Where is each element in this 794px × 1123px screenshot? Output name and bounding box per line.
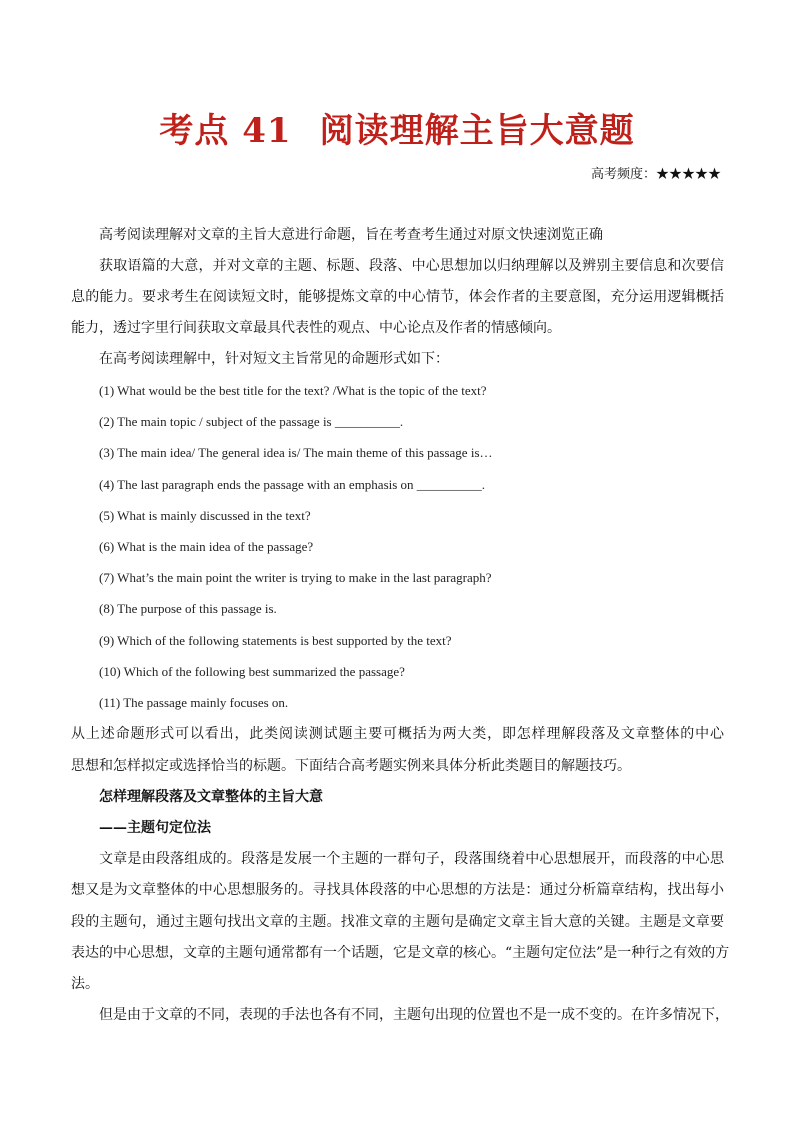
question-item: (5) What is mainly discussed in the text? [99, 508, 311, 523]
section-body-line-5: 法。 [71, 976, 99, 992]
section-body-line-1: 文章是由段落组成的。段落是发展一个主题的一群句子，段落围绕着中心思想展开，而段落的中心思 [99, 851, 724, 867]
intro-line-2: 获取语篇的大意，并对文章的主题、标题、段落、中心思想加以归纳理解以及辨别主要信息和次要信 [99, 258, 724, 274]
section-subheading: ——主题句定位法 [99, 820, 211, 836]
summary-line-2: 思想和怎样拟定或选择恰当的标题。下面结合高考题实例来具体分析此类题目的解题技巧。 [71, 758, 631, 774]
section-heading: 怎样理解段落及文章整体的主旨大意 [99, 789, 323, 805]
section-body-line-3: 段的主题句，通过主题句找出文章的主题。找准文章的主题句是确定文章主旨大意的关键。主题是文章要 [71, 914, 724, 930]
intro-line-4: 能力，透过字里行间获取文章最具代表性的观点、中心论点及作者的情感倾向。 [71, 320, 561, 336]
title-topic-number: 考点 41 [159, 111, 292, 151]
question-item: (11) The passage mainly focuses on. [99, 695, 289, 710]
question-item: (8) The purpose of this passage is. [99, 601, 277, 616]
intro-line-3: 息的能力。要求考生在阅读短文时，能够提炼文章的中心情节，体会作者的主要意图，充分运用逻辑概括 [71, 289, 724, 305]
summary-line-1: 从上述命题形式可以看出，此类阅读测试题主要可概括为两大类，即怎样理解段落及文章整体的中心 [71, 726, 724, 742]
question-item: (4) The last paragraph ends the passage with an emphasis on __________. [99, 477, 486, 492]
question-item: (7) What’s the main point the writer is trying to make in the last paragraph? [99, 570, 492, 585]
question-item: (1) What would be the best title for the text? /What is the topic of the text? [99, 383, 487, 398]
question-item: (9) Which of the following statements is best supported by the text? [99, 633, 452, 648]
section-body-line-2: 想又是为文章整体的中心思想服务的。寻找具体段落的中心思想的方法是：通过分析篇章结构，找出每小 [71, 882, 724, 898]
exam-frequency [591, 163, 721, 182]
section-body-line-6: 但是由于文章的不同，表现的手法也各有不同，主题句出现的位置也不是一成不变的。在许多情况下， [99, 1007, 729, 1023]
question-item: (3) The main idea/ The general idea is/ The main theme of this passage is… [99, 445, 493, 460]
frequency-stars: ★★★★★ [655, 167, 721, 182]
question-item: (6) What is the main idea of the passage? [99, 539, 314, 554]
intro-line-1: 高考阅读理解对文章的主旨大意进行命题，旨在考查考生通过对原文快速浏览正确 [99, 227, 603, 243]
title-topic-name: 阅读理解主旨大意题 [319, 111, 635, 151]
question-item: (10) Which of the following best summarized the passage? [99, 664, 405, 679]
frequency-label: 高考频度： [590, 167, 656, 182]
intro-line-5: 在高考阅读理解中，针对短文主旨常见的命题形式如下： [99, 351, 449, 367]
question-item: (2) The main topic / subject of the passage is __________. [99, 414, 404, 429]
page-title [0, 103, 794, 152]
section-body-line-4: 表达的中心思想，文章的主题句通常都有一个话题，它是文章的核心。“主题句定位法”是一种行之有效的方 [71, 945, 730, 961]
